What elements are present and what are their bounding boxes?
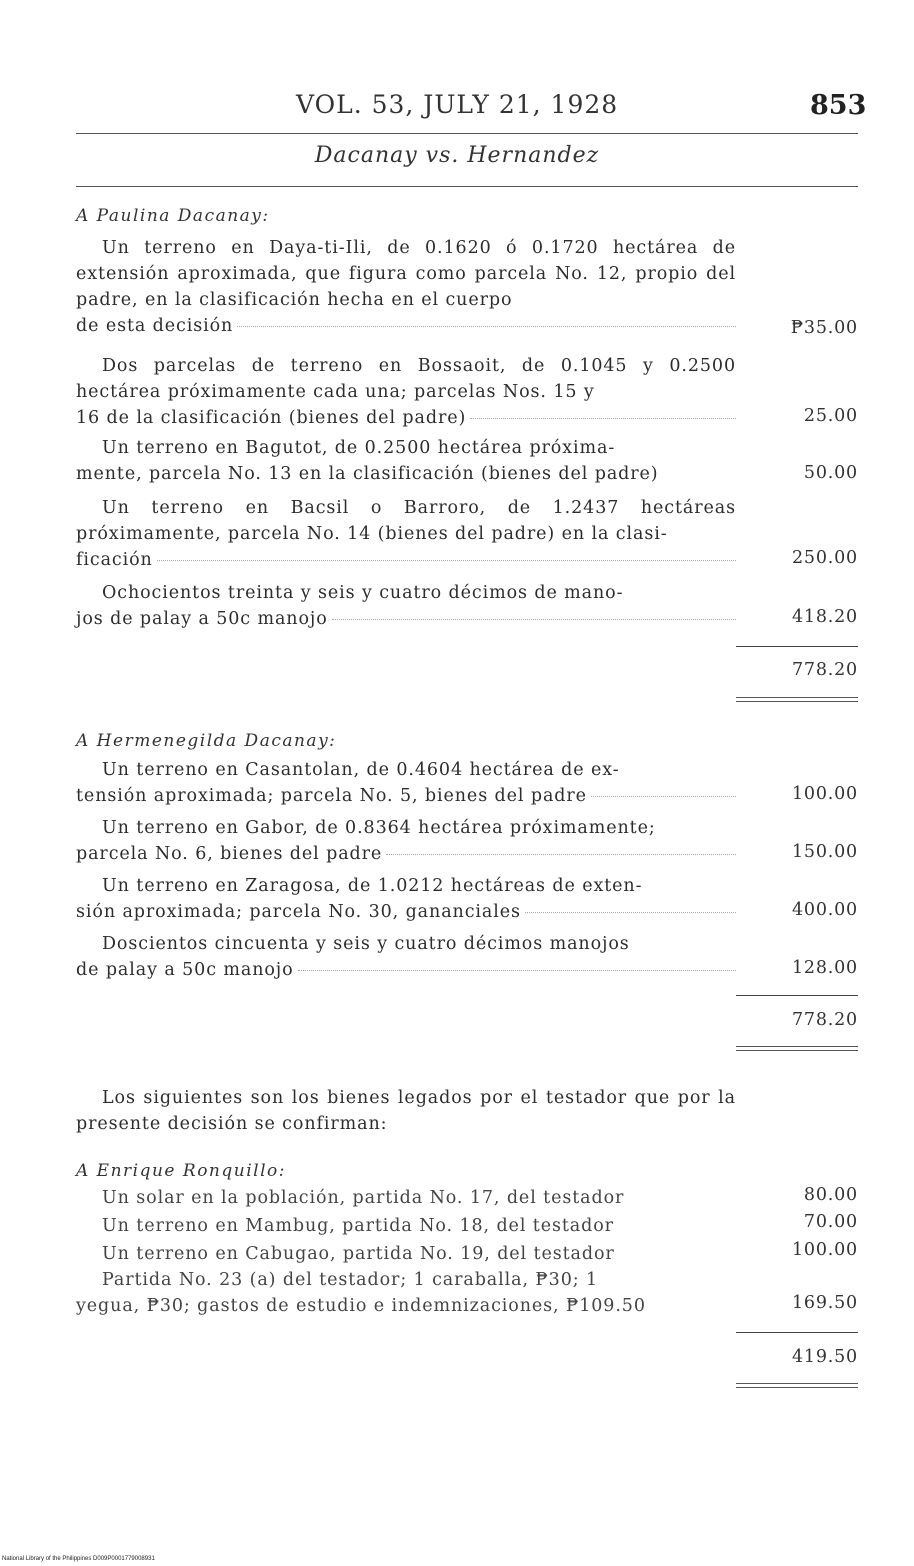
sum-rule-enrique [736,1332,858,1333]
entry-paulina-2: Dos parcelas de terreno en Bossaoit, de 0.1045 y 0.2500 hectárea próximamente cada una; parcelas Nos. 15 y 16 de la clasificación (bienes del padre) [76,356,736,428]
double-rule-paulina [736,697,858,702]
entry-hermenegilda-2: Un terreno en Gabor, de 0.8364 hectárea próximamente; parcela No. 6, bienes del padre [76,815,736,867]
page-number: 853 [810,90,867,121]
entry-paulina-4: Un terreno en Bacsil o Barroro, de 1.2437 hectáreas próximamente, parcela No. 14 (bienes del padre) en la clasi- ficación [76,498,736,570]
sum-rule-paulina [736,646,858,647]
entry-paulina-1: Un terreno en Daya-ti-Ili, de 0.1620 ó 0.1720 hectárea de extensión aproximada, que figura como parcela No. 12, propio del padre, en la clasificación hecha en el cuerpo de esta decisión [76,238,736,336]
header-rule [76,133,858,134]
amount-paulina-5: 418.20 [791,607,858,627]
amount-paulina-1: ₱35.00 [790,318,858,338]
legacies-intro: Los siguientes son los bienes legados por el testador que por la presente decisión se confirman: [76,1088,736,1134]
amount-hermenegilda-2: 150.00 [791,842,858,862]
amount-enrique-3: 100.00 [791,1240,858,1260]
entry-hermenegilda-1: Un terreno en Casantolan, de 0.4604 hectárea de ex- tensión aproximada; parcela No. 5, bienes del padre [76,757,736,809]
page-header [0,86,914,126]
total-enrique: 419.50 [791,1347,858,1367]
heading-enrique: A Enrique Ronquillo: [76,1161,286,1181]
amount-enrique-1: 80.00 [803,1185,858,1205]
running-title: Dacanay vs. Hernandez [314,143,600,168]
entry-hermenegilda-3: Un terreno en Zaragosa, de 1.0212 hectáreas de exten- sión aproximada; parcela No. 30, gananciales [76,873,736,925]
volume-date: VOL. 53, JULY 21, 1928 [296,90,619,119]
sum-rule-hermenegilda [736,995,858,996]
entry-enrique-4b: yegua, ₱30; gastos de estudio e indemnizaciones, ₱109.50 [76,1296,646,1316]
scan-footer: National Library of the Philippines D009P0001779008931 [2,1556,155,1562]
entry-hermenegilda-4: Doscientos cincuenta y seis y cuatro décimos manojos de palay a 50c manojo [76,931,736,983]
amount-paulina-2: 25.00 [803,406,858,426]
total-paulina: 778.20 [791,660,858,680]
amount-hermenegilda-4: 128.00 [791,958,858,978]
amount-paulina-3: 50.00 [803,463,858,483]
double-rule-hermenegilda [736,1046,858,1051]
amount-hermenegilda-1: 100.00 [791,784,858,804]
amount-hermenegilda-3: 400.00 [791,900,858,920]
total-hermenegilda: 778.20 [791,1010,858,1030]
heading-paulina: A Paulina Dacanay: [76,206,270,226]
entry-enrique-2: Un terreno en Mambug, partida No. 18, del testador [102,1216,614,1236]
amount-enrique-4: 169.50 [791,1293,858,1313]
double-rule-enrique [736,1383,858,1388]
entry-enrique-1: Un solar en la población, partida No. 17, del testador [102,1188,625,1208]
entry-paulina-3: Un terreno en Bagutot, de 0.2500 hectárea próxima- mente, parcela No. 13 en la clasificación (bienes del padre) [76,438,659,484]
heading-hermenegilda: A Hermenegilda Dacanay: [76,731,337,751]
entry-enrique-3: Un terreno en Cabugao, partida No. 19, del testador [102,1244,615,1264]
amount-enrique-2: 70.00 [803,1212,858,1232]
title-rule [76,186,858,187]
entry-paulina-5: Ochocientos treinta y seis y cuatro décimos de mano- jos de palay a 50c manojo [76,580,736,632]
entry-enrique-4a: Partida No. 23 (a) del testador; 1 caraballa, ₱30; 1 [102,1270,599,1290]
amount-paulina-4: 250.00 [791,548,858,568]
